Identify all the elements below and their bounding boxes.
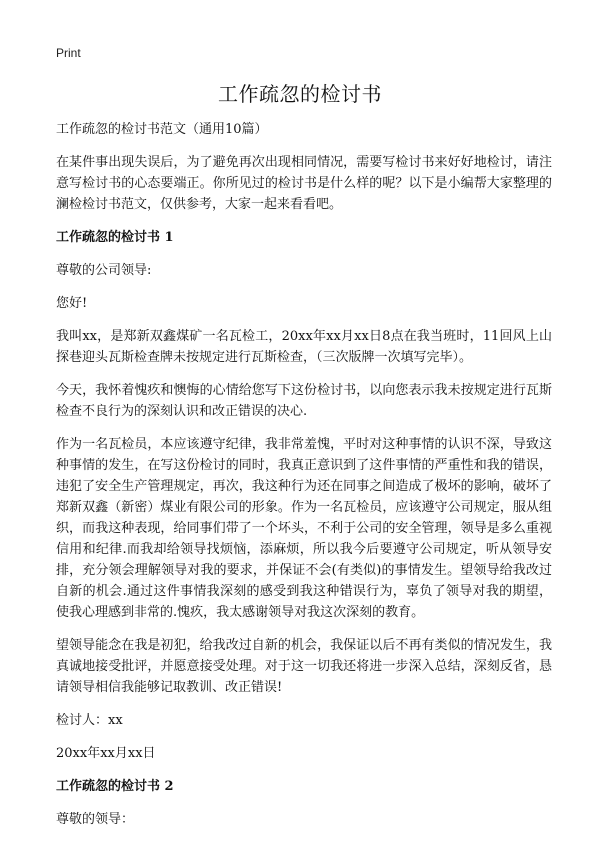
document-body [56, 119, 552, 842]
section-2 [56, 776, 552, 830]
salutation: 尊敬的公司领导: [56, 263, 152, 278]
document-title: 工作疏忽的检讨书 [218, 82, 382, 106]
section-heading: 工作疏忽的检讨书 1 [56, 230, 174, 245]
salutation: 尊敬的领导： [56, 812, 135, 827]
body-paragraph: 望领导能念在我是初犯，给我改过自新的机会，我保证以后不再有类似的情况发生，我真诚地接受批评，并愿意接受处理。对于这一切我还将进一步深入总结，深刻反省，恳请领导相信我能够记取教训、改正错误! [56, 638, 552, 695]
greeting: 您好! [56, 296, 88, 311]
document-subtitle: 工作疏忽的检讨书范文（通用10篇） [56, 122, 268, 137]
section-heading: 工作疏忽的检讨书 2 [56, 779, 174, 794]
signature-line: 检讨人：xx [56, 713, 123, 728]
print-label[interactable]: Print [56, 46, 81, 60]
section-1 [56, 227, 552, 764]
date-line: 20xx年xx月xx日 [56, 746, 156, 761]
intro-paragraph: 在某件事出现失误后，为了避免再次出现相同情况，需要写检讨书来好好地检讨，请注意写检讨书的心态要端正。你所见过的检讨书是什么样的呢？以下是小编帮大家整理的澜检检讨书范文，仅供参考，大家一起来看看吧。 [56, 155, 552, 212]
body-paragraph: 作为一名瓦检员，本应该遵守纪律，我非常羞愧，平时对这种事情的认识不深，导致这种事情的发生，在写这份检讨的同时，我真正意识到了这件事情的严重性和我的错误，违犯了安全生产管理规定，再次，我这种行为还在同事之间造成了极坏的影响，破坏了郑新双鑫（新密）煤业有限公司的形象。作为一名瓦检员，应该遵守公司规定，服从组织，而我这种表现，给同事们带了一个坏头，不利于公司的安全管理，领导是多么重视信用和纪律.而我却给领导找烦恼，添麻烦，所以我今后要遵守公司规定，听从领导安排，充分领会理解领导对我的要求，并保证不会(有类似)的事情发生。望领导给我改过自新的机会.通过这件事情我深刻的感受到我这种错误行为，辜负了领导对我的期望，使我心理感到非常的.愧疚，我太感谢领导对我这次深刻的教育。 [56, 437, 552, 620]
body-paragraph: 今天，我怀着愧疚和懊悔的心情给您写下这份检讨书，以向您表示我未按规定进行瓦斯检查不良行为的深刻认识和改正错误的决心. [56, 383, 552, 419]
body-paragraph: 我叫xx，是郑新双鑫煤矿一名瓦检工，20xx年xx月xx日8点在我当班时，11回风上山探巷迎头瓦斯检查牌未按规定进行瓦斯检查，（三次版牌一次填写完毕）。 [56, 329, 552, 365]
